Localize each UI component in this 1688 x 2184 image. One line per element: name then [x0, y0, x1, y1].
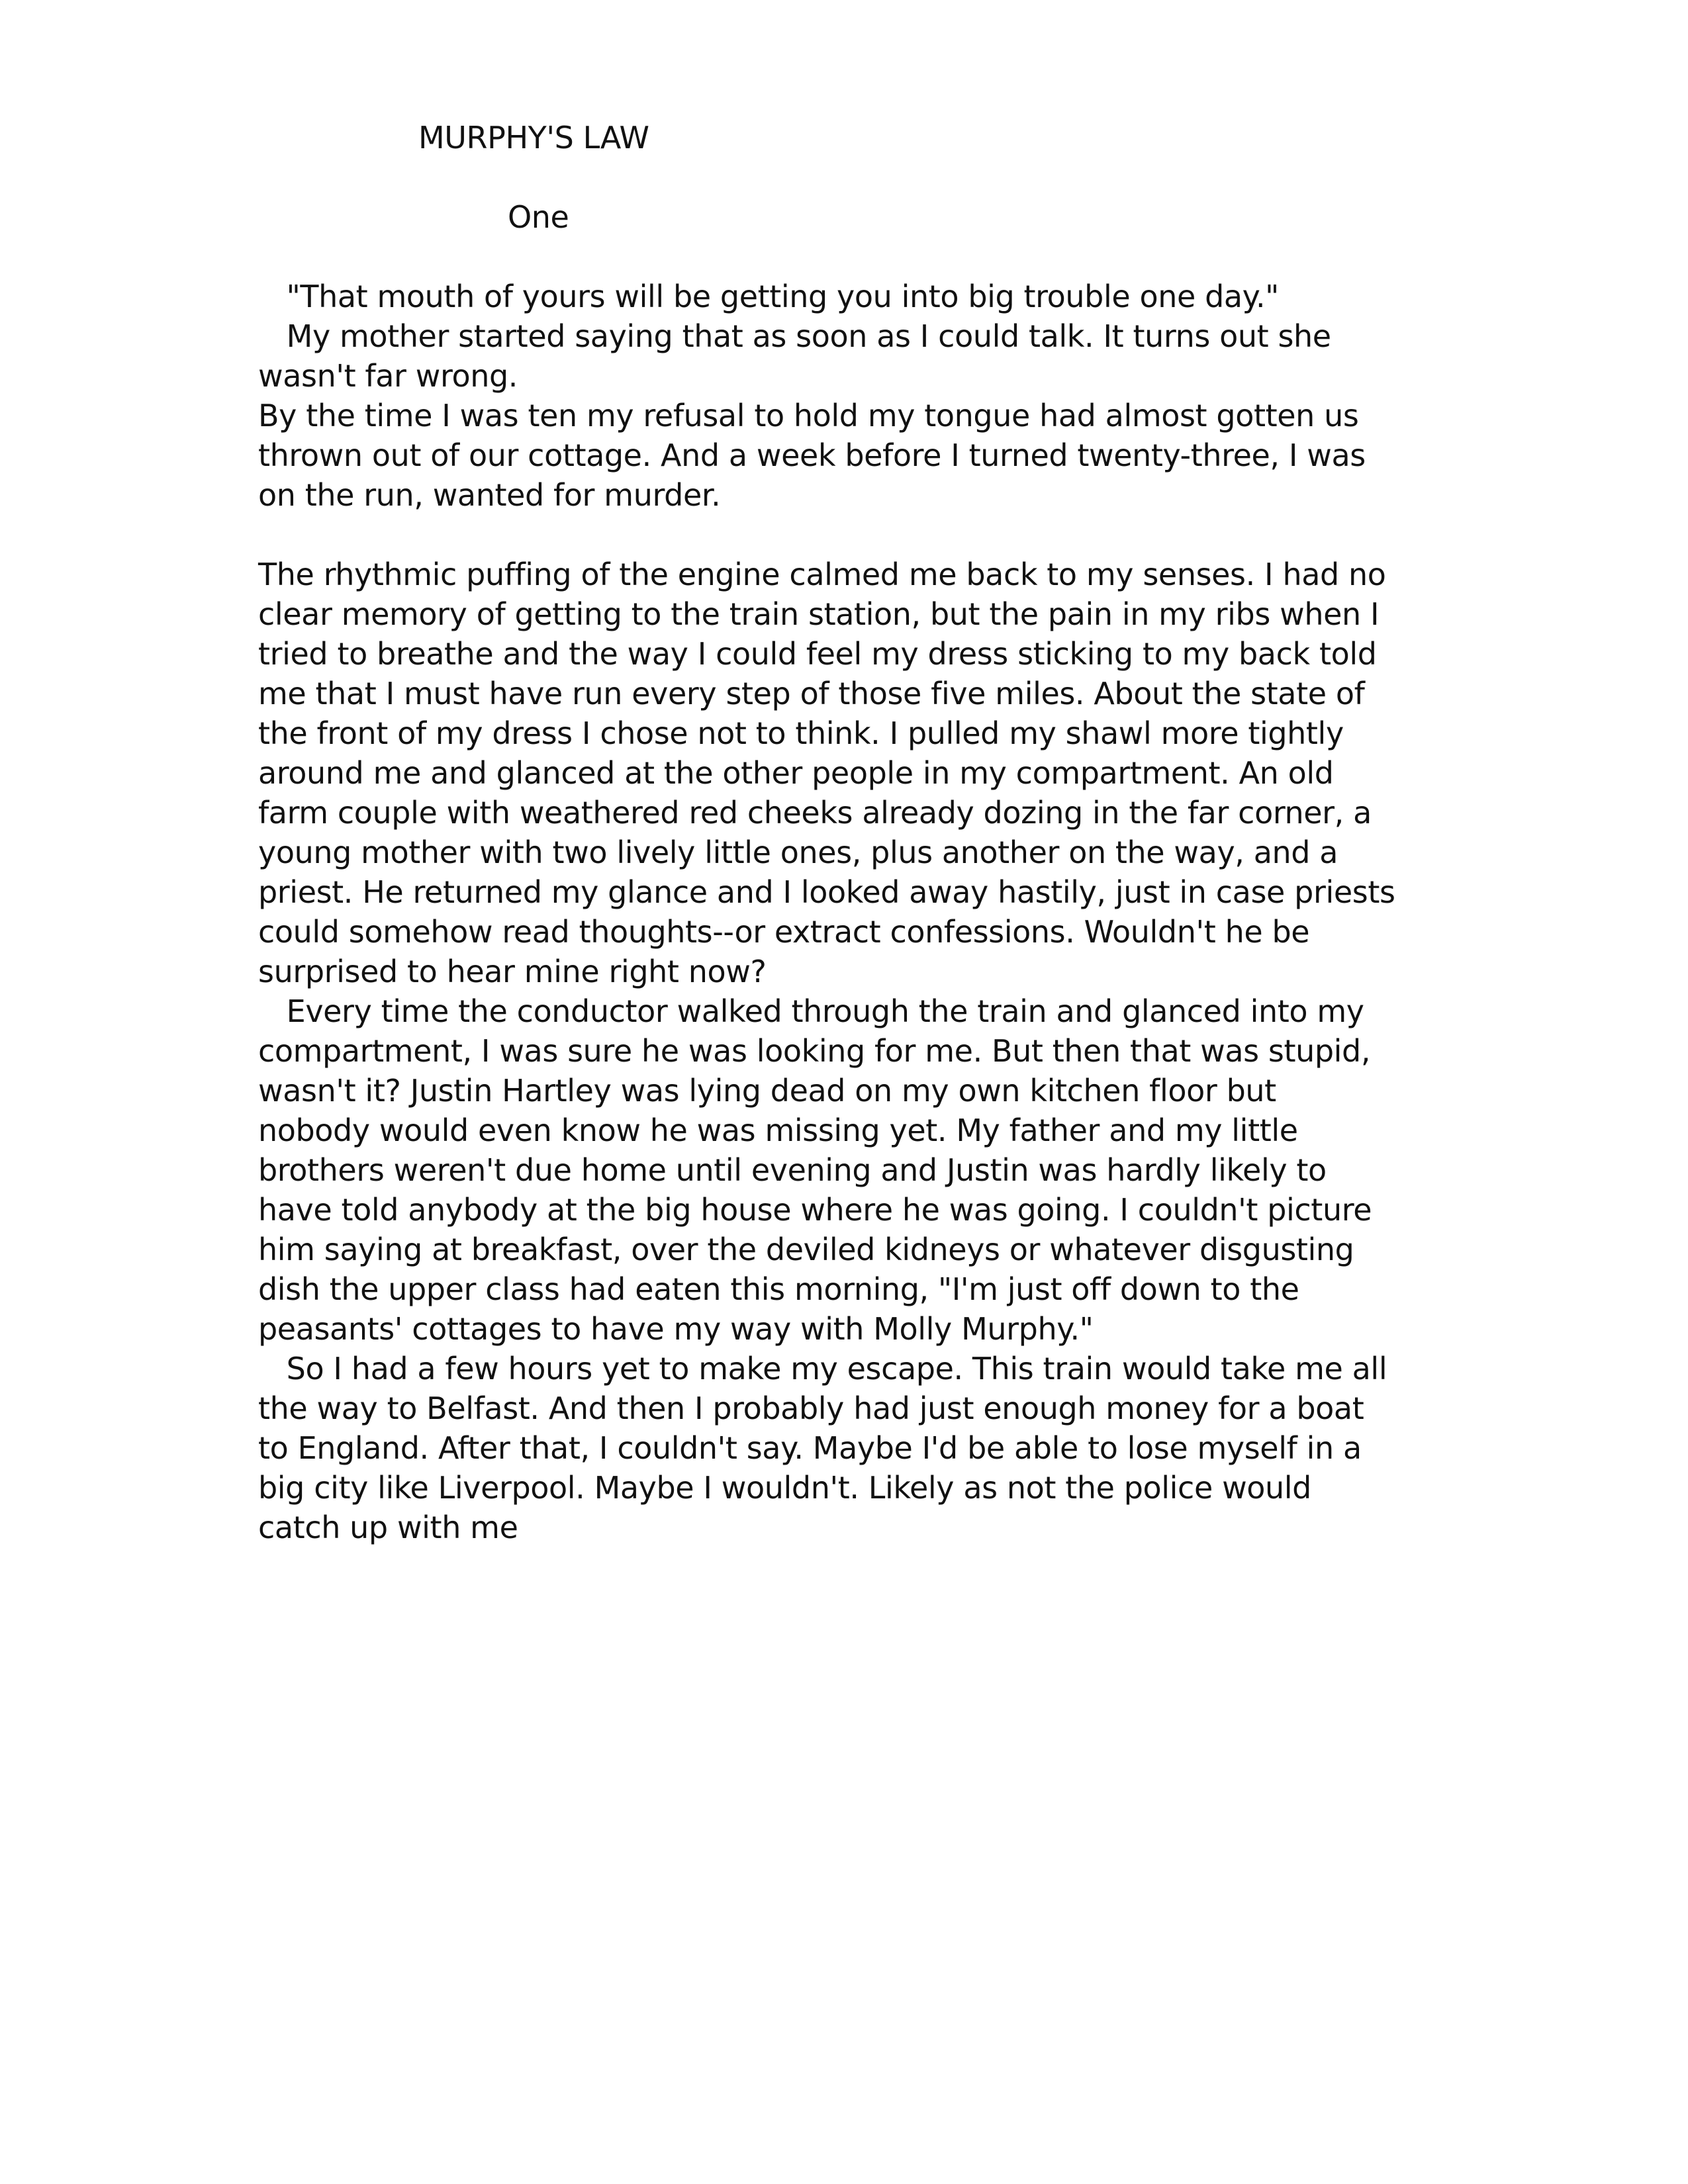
body-line: Every time the conductor walked through the train and glanced into my: [258, 993, 1364, 1029]
body-line: wasn't it? Justin Hartley was lying dead on my own kitchen floor but: [258, 1073, 1276, 1109]
body-line: By the time I was ten my refusal to hold my tongue had almost gotten us: [258, 398, 1359, 433]
body-line: My mother started saying that as soon as I could talk. It turns out she: [258, 318, 1331, 354]
body-line: surprised to hear mine right now?: [258, 954, 767, 989]
body-line: have told anybody at the big house where he was going. I couldn't picture: [258, 1192, 1372, 1228]
body-line: peasants' cottages to have my way with Molly Murphy.": [258, 1311, 1094, 1347]
body-line: young mother with two lively little ones, plus another on the way, and a: [258, 835, 1338, 870]
body-line: clear memory of getting to the train station, but the pain in my ribs when I: [258, 596, 1380, 632]
body-line: priest. He returned my glance and I looked away hastily, just in case priests: [258, 874, 1395, 910]
chapter-heading: One: [508, 199, 569, 235]
body-line: compartment, I was sure he was looking for me. But then that was stupid,: [258, 1033, 1371, 1069]
body-line: on the run, wanted for murder.: [258, 477, 721, 513]
body-line: So I had a few hours yet to make my escape. This train would take me all: [258, 1351, 1387, 1387]
body-line: catch up with me: [258, 1510, 518, 1545]
document-title: MURPHY'S LAW: [418, 120, 649, 156]
body-line: to England. After that, I couldn't say. Maybe I'd be able to lose myself in a: [258, 1430, 1362, 1466]
body-line: the way to Belfast. And then I probably had just enough money for a boat: [258, 1390, 1364, 1426]
body-line: dish the upper class had eaten this morning, "I'm just off down to the: [258, 1271, 1299, 1307]
body-line: could somehow read thoughts--or extract confessions. Wouldn't he be: [258, 914, 1310, 950]
body-line: me that I must have run every step of those five miles. About the state of: [258, 676, 1365, 711]
body-line: The rhythmic puffing of the engine calmed me back to my senses. I had no: [258, 557, 1386, 592]
body-line: farm couple with weathered red cheeks already dozing in the far corner, a: [258, 795, 1372, 831]
body-line: around me and glanced at the other people in my compartment. An old: [258, 755, 1334, 791]
body-line: tried to breathe and the way I could feel my dress sticking to my back told: [258, 636, 1377, 672]
body-line: "That mouth of yours will be getting you into big trouble one day.": [258, 279, 1279, 314]
body-line: brothers weren't due home until evening and Justin was hardly likely to: [258, 1152, 1327, 1188]
body-line: him saying at breakfast, over the deviled kidneys or whatever disgusting: [258, 1232, 1354, 1267]
body-line: nobody would even know he was missing yet. My father and my little: [258, 1113, 1298, 1148]
body-line: thrown out of our cottage. And a week before I turned twenty-three, I was: [258, 437, 1366, 473]
body-line: big city like Liverpool. Maybe I wouldn't. Likely as not the police would: [258, 1470, 1311, 1506]
body-line: wasn't far wrong.: [258, 358, 518, 394]
body-line: the front of my dress I chose not to think. I pulled my shawl more tightly: [258, 715, 1344, 751]
